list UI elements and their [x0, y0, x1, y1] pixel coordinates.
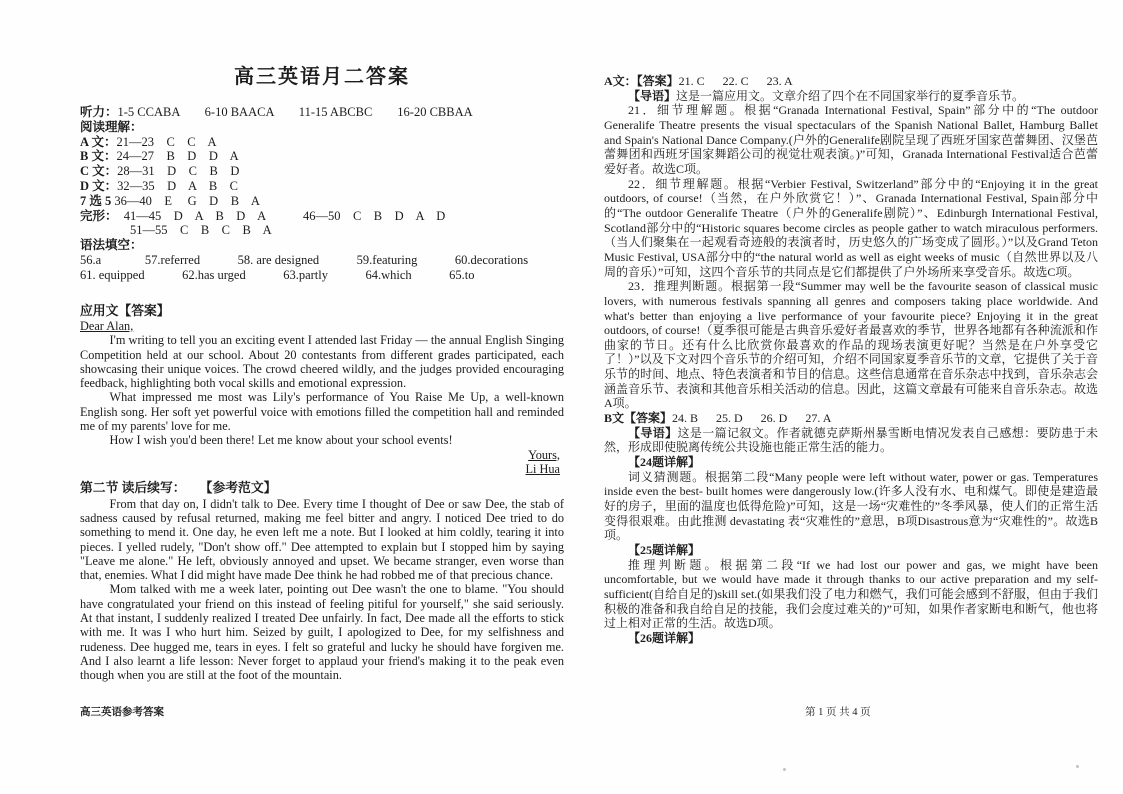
explanation-25: 推理判断题。根据第二段“If we had lost our power and gas, we might have been uncomfortable, but we would have made it through thanks to our active preparation and my self-sufficient(自给自足的)skill set.(如果我们没了电力和燃气，我们可能会感到不舒服，但由于我们积极的准备和我自给自足的技能，我们会度过难关的)”可知，如果作者家断电和断气，他也将过上相对正常的生活。故选D项。: [604, 557, 1098, 631]
page-title: 高三英语月二答案: [234, 66, 410, 88]
passage-a-intro-label: 【导语】: [628, 88, 677, 103]
footer-page-number: 第 1 页 共 4 页: [805, 707, 871, 718]
listening-label: 听力：: [80, 105, 118, 119]
answer-row-c: [80, 164, 564, 179]
row-7of5-label: 7 选 5: [80, 193, 115, 208]
grammar-header: 语法填空：: [80, 238, 143, 253]
passage-b-answers: [604, 411, 1098, 426]
explanation-21: 21．细节理解题。根据“Granada International Festival, Spain”部分中的“The outdoor Generalife Theatre presents the visual spectaculars of the Spanish National Ballet, Hamburg Ballet and Spain's National Dance Company.(户外的Generalife剧院呈现了西班牙国家芭蕾舞团、汉堡芭蕾舞团和西班牙国家舞蹈公司的视觉壮观表演。)”可知，Granada International Festival适合芭蕾爱好者。故选C项。: [604, 103, 1098, 176]
signature-yours-text: Yours,: [528, 447, 560, 462]
answer-row-a: [80, 135, 564, 150]
passage-b-intro: [604, 426, 1098, 455]
answer-row-d: [80, 179, 564, 194]
section2-header: [80, 480, 564, 497]
footer-document-name: 高三英语参考答案: [80, 707, 164, 718]
scan-speck: [1076, 765, 1079, 768]
row-cloze-values: 41—45 D A B D A 46—50 C B D A D: [123, 208, 446, 223]
section2-tag: 【参考范文】: [206, 480, 277, 495]
listening-values: 1-5 CCABA 6-10 BAACA 11-15 ABCBC 16-20 CBBAA: [117, 105, 473, 119]
row-7of5-values: 36—40 E G D B A: [114, 193, 260, 208]
signature-yours: [80, 448, 564, 463]
answer-row-cloze2: [80, 223, 564, 238]
essay-paragraph-3: How I wish you'd been there! Let me know about your school events!: [109, 433, 453, 448]
passage-a-intro: [604, 89, 1098, 104]
passage-b-intro-text: 这是一篇记叙文。作者就德克萨斯州暴雪断电情况发表自己感想：要防患于未然，形成即使脱离传统公共设施也能正常生活的能力。: [604, 425, 1098, 455]
essay-paragraph-1: I'm writing to tell you an exciting event I attended last Friday — the annual English Singing Competition held at our school. About 20 contestants from different grades participated, each showcasing their unique voices. The crowd cheered wildly, and the judges provided encouraging feedback, highlighting both vocal skills and emotional expression.: [80, 333, 564, 391]
essay-header: 应用文【答案】: [80, 303, 170, 318]
row-b-values: 24—27 B D D A: [116, 149, 239, 164]
passage-a-answers-label: A文：【答案】: [604, 74, 679, 88]
row-c-values: 28—31 D C B D: [117, 164, 240, 179]
continuation-paragraph-2: Mom talked with me a week later, pointing out Dee wasn't the one to blame. "You should have congratulated your friend on this instead of feeling pitiful for yourself," she said seriously. At that instant, I suddenly realized I treated Dee unfairly. In fact, Dee made all the efforts to stick with me. It was I who hurt him. Seized by guilt, I apologized to Dee, for my selfishness and rudeness. Dee hugged me, tears in eyes. I felt so grateful and lucky he should have forgiven me. And I also learnt a life lesson: Never forget to applaud your friend's making it to the peak even though when you are still at the foot of the mountain.: [80, 582, 564, 683]
continuation-paragraph-1: From that day on, I didn't talk to Dee. Every time I thought of Dee or saw Dee, the stab of sadness caused by refusal returned, making me feel bitter and angry. I noticed Dee tried to do something to mend it. One day, he even left me a note. But I looked at him coldly, tearing it into pieces. I yelled rudely, "Don't show off." Dee attempted to explain but I stopped him by saying "Leave me alone." He left, obviously annoyed and upset. We became stranger, even worse than that, enemies. What I did might have made Dee think he had robbed me of that precious chance.: [80, 496, 564, 583]
row-d-label: D 文：: [80, 178, 118, 193]
grammar-row-2: 61. equipped 62.has urged 63.partly 64.which 65.to: [80, 267, 475, 282]
row-b-label: B 文：: [80, 149, 117, 164]
row-a-label: A 文：: [80, 134, 117, 149]
left-column: [80, 60, 564, 683]
explanation-24: 词义猜测题。根据第二段“Many people were left without water, power or gas. Temperatures inside even the best- built homes were dangerously low.(许多人没有水、电和煤气。即使是建造最好的房子，里面的温度也低得危险)”可知，这是一场“灾难性的”冬季风暴，使人们的正常生活变得很艰难。由此推测 devastating 表“灾难性的”意思，B项Disastrous意为“灾难性的”。故选B项。: [604, 469, 1098, 543]
heading-24: 【24题详解】: [628, 455, 701, 470]
right-column: [604, 74, 1098, 646]
row-cloze-label: 完形：: [80, 208, 124, 223]
row-c-label: C 文：: [80, 164, 118, 179]
row-d-values: 32—35 D A B C: [117, 178, 239, 193]
row-cloze2-values: 51—55 C B C B A: [130, 223, 272, 238]
explanation-22: 22．细节理解题。根据“Verbier Festival, Switzerland”部分中的“Enjoying it in the great outdoors, of course!（当然，在户外欣赏它！）”、Granada International Festival, Spain部分中的“The outdoor Generalife Theatre（户外的Generalife剧院）”、Edinburgh International Festival, Scotland部分中的“Historic squares become circles as people gather to watch miraculous performers.（当人们聚集在一起观看奇迹般的表演者时，历史悠久的广场变成了圆形。）”以及Grand Teton Music Festival, USA部分中的“the natural world as well as eight weeks of music（自然世界以及八周的音乐）”可知，这四个音乐节的共同点是它们都提供了户外场所来享受音乐。故选C项。: [604, 176, 1098, 279]
section2-label: 第二节 读后续写：: [80, 480, 186, 495]
signature-name-text: Li Hua: [525, 462, 560, 477]
passage-a-answers: [604, 74, 1098, 89]
passage-b-intro-label: 【导语】: [628, 425, 678, 440]
answer-row-cloze: [80, 209, 564, 224]
heading-26: 【26题详解】: [628, 630, 701, 645]
passage-a-answers-values: 21. C 22. C 23. A: [678, 74, 793, 88]
explanation-23: 23．推理判断题。根据第一段“Summer may well be the favourite season of classical music lovers, with numerous festivals spanning all genres and composers taking place worldwide. And what's better than enjoying a live performance of your favourite piece? Enjoying it in the great outdoors, of course!（夏季很可能是古典音乐爱好者最喜欢的季节，世界各地都有各种流派和作曲家的节日。还有什么比欣赏你最喜欢的作品的现场表演更好呢？当然是在户外享受它了！）”以及下文对四个音乐节的介绍可知，介绍不同国家夏季音乐节的文章，它提供了关于音乐节的时间、地点、特色表演者和节目的信息。这些信息通常在音乐杂志中找到，音乐杂志会涵盖音乐节、表演和其他音乐相关活动的信息。因此，这篇文章最有可能来自音乐杂志。故选A项。: [604, 279, 1098, 411]
essay-paragraph-2: What impressed me most was Lily's performance of You Raise Me Up, a well-known English song. Her soft yet powerful voice with emotions filled the competition hall and reminded me of my parents' love for me.: [80, 390, 564, 434]
passage-b-answers-label: B文【答案】: [604, 411, 673, 426]
answer-row-7of5: [80, 194, 564, 209]
heading-25: 【25题详解】: [628, 543, 701, 557]
listening-answers: [80, 105, 564, 120]
passage-a-intro-text: 这是一篇应用文。文章介绍了四个在不同国家举行的夏季音乐节。: [676, 88, 1025, 103]
grammar-row-1: 56.a 57.referred 58. are designed 59.featuring 60.decorations: [80, 252, 529, 267]
answer-row-b: [80, 149, 564, 164]
signature-name: [80, 462, 564, 477]
passage-b-answers-values: 24. B 25. D 26. D 27. A: [672, 411, 832, 426]
reading-header: 阅读理解：: [80, 119, 143, 134]
scan-speck: [783, 768, 786, 771]
row-a-values: 21—23 C C A: [116, 134, 217, 149]
essay-salutation: Dear Alan,: [80, 318, 134, 333]
